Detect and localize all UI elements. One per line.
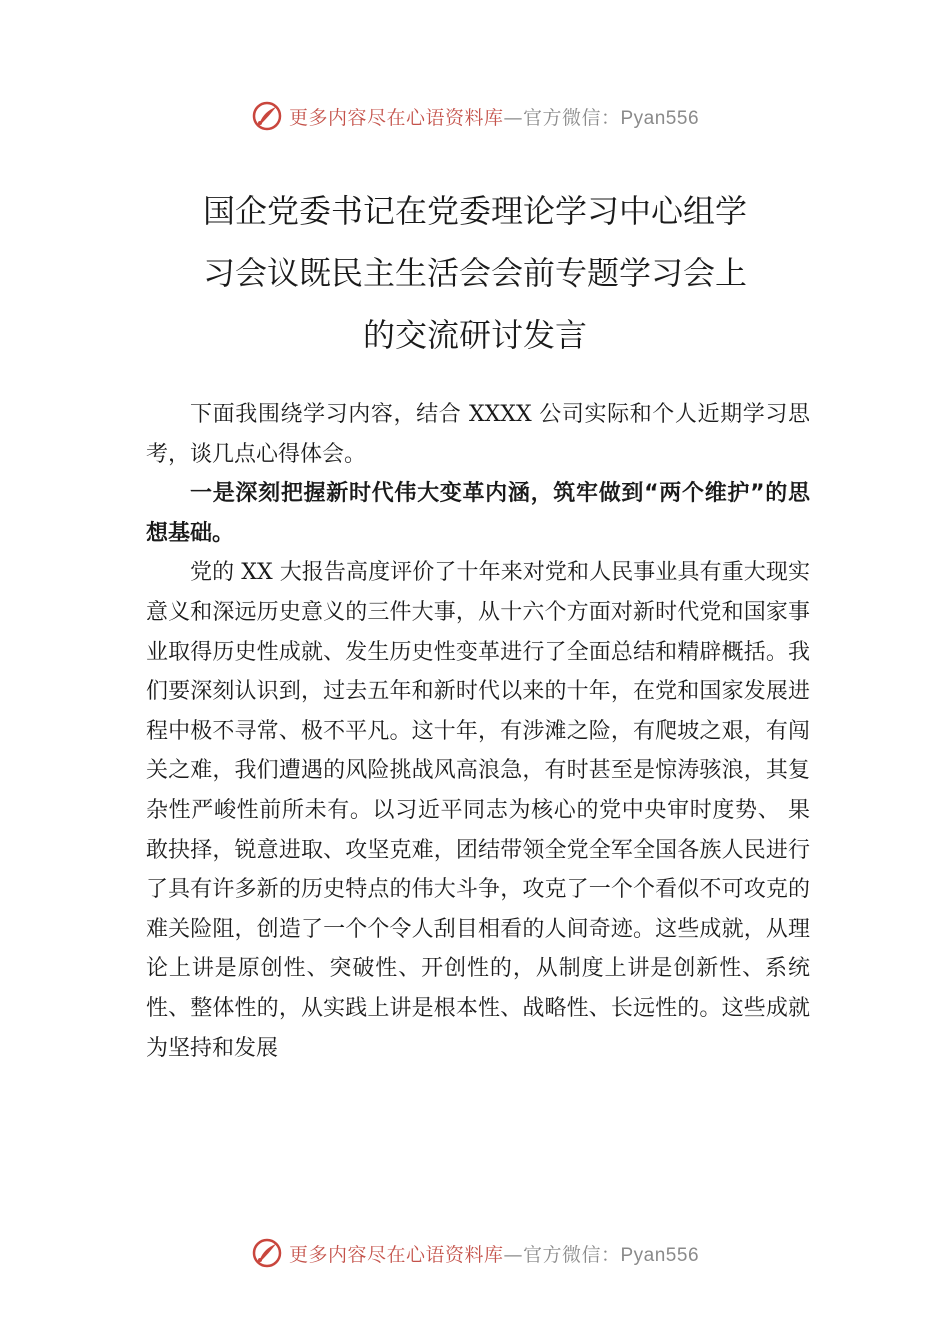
footer-banner xyxy=(0,1233,950,1273)
banner-brand-text: 更多内容尽在心语资料库 xyxy=(288,1243,504,1266)
section-heading: 一是深刻把握新时代伟大变革内涵，筑牢做到“两个维护”的思想基础。 xyxy=(146,481,810,546)
banner-dash: — xyxy=(503,1243,523,1266)
document-title xyxy=(150,180,800,366)
body-paragraph: 党的 XX 大报告高度评价了十年来对党和人民事业具有重大现实意义和深远历史意义的三件大事，从十六个方面对新时代党和国家事业取得历史性成就、发生历史性变革进行了全面总结和精辟概括。我们要深刻认识到，过去五年和新时代以来的十年，在党和国家发展进程中极不寻常、极不平凡。这十年，有涉滩之险，有爬坡之艰，有闯关之难，我们遭遇的风险挑战风高浪急，有时甚至是惊涛骇浪，其复杂性严峻性前所未有。以习近平同志为核心的党中央审时度势、 果敢抉择，锐意进取、攻坚克难，团结带领全党全军全国各族人民进行了具有许多新的历史特点的伟大斗争，攻克了一个个看似不可攻克的难关险阻，创造了一个个令人刮目相看的人间奇迹。这些成就，从理论上讲是原创性、突破性、开创性的，从制度上讲是创新性、系统性、整体性的，从实践上讲是根本性、战略性、长远性的。这些成就为坚持和发展 xyxy=(146,560,810,1061)
banner-wechat-id: Pyan556 xyxy=(620,1244,700,1266)
title-line: 国企党委书记在党委理论学习中心组学 xyxy=(202,192,747,230)
banner-dash: — xyxy=(503,106,523,129)
title-line: 习会议既民主生活会会前专题学习会上 xyxy=(202,254,747,292)
banner-brand-text: 更多内容尽在心语资料库 xyxy=(288,106,504,129)
title-line: 的交流研讨发言 xyxy=(362,316,587,354)
document-body xyxy=(146,395,810,1068)
banner-wechat-label: 官方微信： xyxy=(522,106,621,129)
banner-wechat-label: 官方微信： xyxy=(522,1243,621,1266)
brush-logo-icon xyxy=(251,100,283,132)
brush-logo-icon xyxy=(251,1237,283,1269)
header-banner xyxy=(0,96,950,136)
intro-paragraph: 下面我围绕学习内容，结合 XXXX 公司实际和个人近期学习思考，谈几点心得体会。 xyxy=(146,402,810,467)
banner-wechat-id: Pyan556 xyxy=(620,107,700,129)
